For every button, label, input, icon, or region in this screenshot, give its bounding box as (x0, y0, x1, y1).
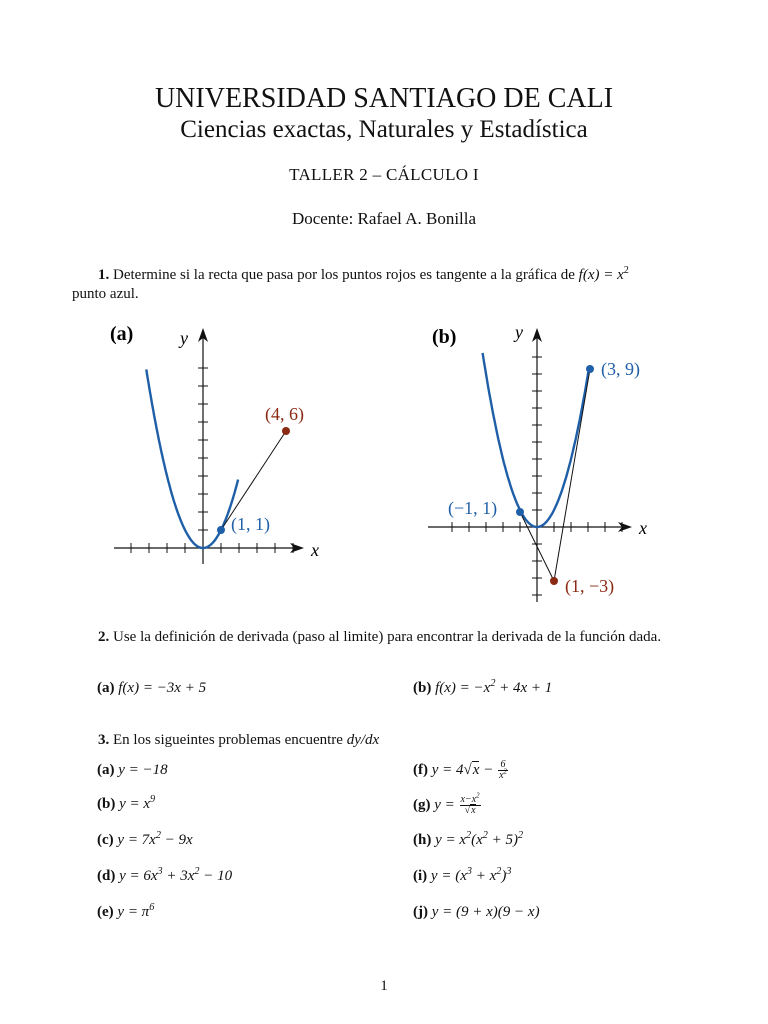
question-3-item-i: (i) $y = (x^3 + x^2)^3$ (413, 866, 512, 884)
figure-b-parabola (483, 353, 589, 527)
university-title: UNIVERSIDAD SANTIAGO DE CALI (154, 83, 614, 114)
course-title: TALLER 2 – CÁLCULO I (289, 165, 479, 184)
item-label: (a) (97, 680, 115, 696)
figure-b-blue-point-left (516, 508, 524, 516)
figure-a (100, 318, 340, 568)
question-1-function: f(x) = x (578, 267, 624, 283)
figure-b-blue-top-label: (3, 9) (601, 359, 640, 379)
item-expression: $f(x) = -x^2 + 4x + 1$ (435, 678, 553, 696)
question-3-item-a: (a) y = −18 (97, 762, 168, 778)
figure-a-blue-label: (1, 1) (231, 514, 270, 534)
question-3 (98, 731, 728, 750)
figure-b-blue-left-label: (−1, 1) (448, 498, 498, 518)
question-1-text: Determine si la recta que pasa por los puntos rojos es tangente a la gráfica de (113, 267, 579, 283)
figure-b-red-label: (1, −3) (565, 576, 615, 596)
question-3-item-g: (g) y = $\frac{x-x^2}{√x}$ (413, 792, 480, 816)
question-2-item-a (97, 680, 206, 697)
question-3-text: En los sigueintes problemas encuentre (113, 732, 347, 748)
page-number: 1 (380, 978, 388, 994)
figure-b-blue-point-top (586, 365, 594, 373)
question-2 (98, 628, 708, 647)
figure-a-y-label: y (180, 328, 188, 348)
question-3-item-d: (d) $y = 6x^3 + 3x^2 - 10$ (97, 866, 233, 884)
question-2-text: Use la definición de derivada (paso al limite) para encontrar la derivada de la función dada. (113, 629, 662, 645)
figure-b-x-label: x (639, 518, 647, 538)
figure-b-label: (b) (432, 326, 457, 348)
figure-a-x-label: x (311, 540, 319, 560)
figure-a-red-point (282, 427, 290, 435)
question-3-item-e: (e) $y = \pi^6$ (97, 902, 155, 920)
question-2-item-b (413, 680, 552, 697)
figure-a-red-label: (4, 6) (265, 404, 304, 424)
question-1-exponent: 2 (623, 265, 629, 276)
question-3-math: dy/dx (346, 732, 380, 748)
figure-a-label: (a) (110, 323, 134, 345)
figure-a-blue-point (217, 526, 225, 534)
faculty-title: Ciencias exactas, Naturales y Estadística (180, 116, 588, 143)
question-3-item-j: (j) y = (9 + x)(9 − x) (413, 904, 540, 920)
question-3-item-c: (c) $y = 7x^2 - 9x$ (97, 830, 193, 848)
figure-b (420, 318, 660, 608)
question-3-item-b: (b) $y = x^9$ (97, 794, 156, 812)
item-expression: f(x) = −3x + 5 (118, 680, 207, 696)
question-3-number: 3. (98, 732, 110, 748)
figure-a-parabola (146, 369, 238, 548)
question-3-item-h: (h) $y = x^2(x^2 + 5)^2$ (413, 830, 524, 848)
question-1 (72, 266, 702, 304)
question-1-number: 1. (98, 267, 110, 283)
question-2-number: 2. (98, 629, 110, 645)
question-3-item-f: (f) y = 4√x − $\frac{6}{x^2}$ (413, 759, 507, 781)
teacher-line: Docente: Rafael A. Bonilla (291, 209, 477, 228)
figure-b-line-2 (554, 369, 590, 581)
figure-b-red-point (550, 577, 558, 585)
question-1-text-end: punto azul. (72, 286, 139, 302)
item-label: (b) (413, 680, 432, 696)
figure-b-y-label: y (515, 322, 523, 342)
